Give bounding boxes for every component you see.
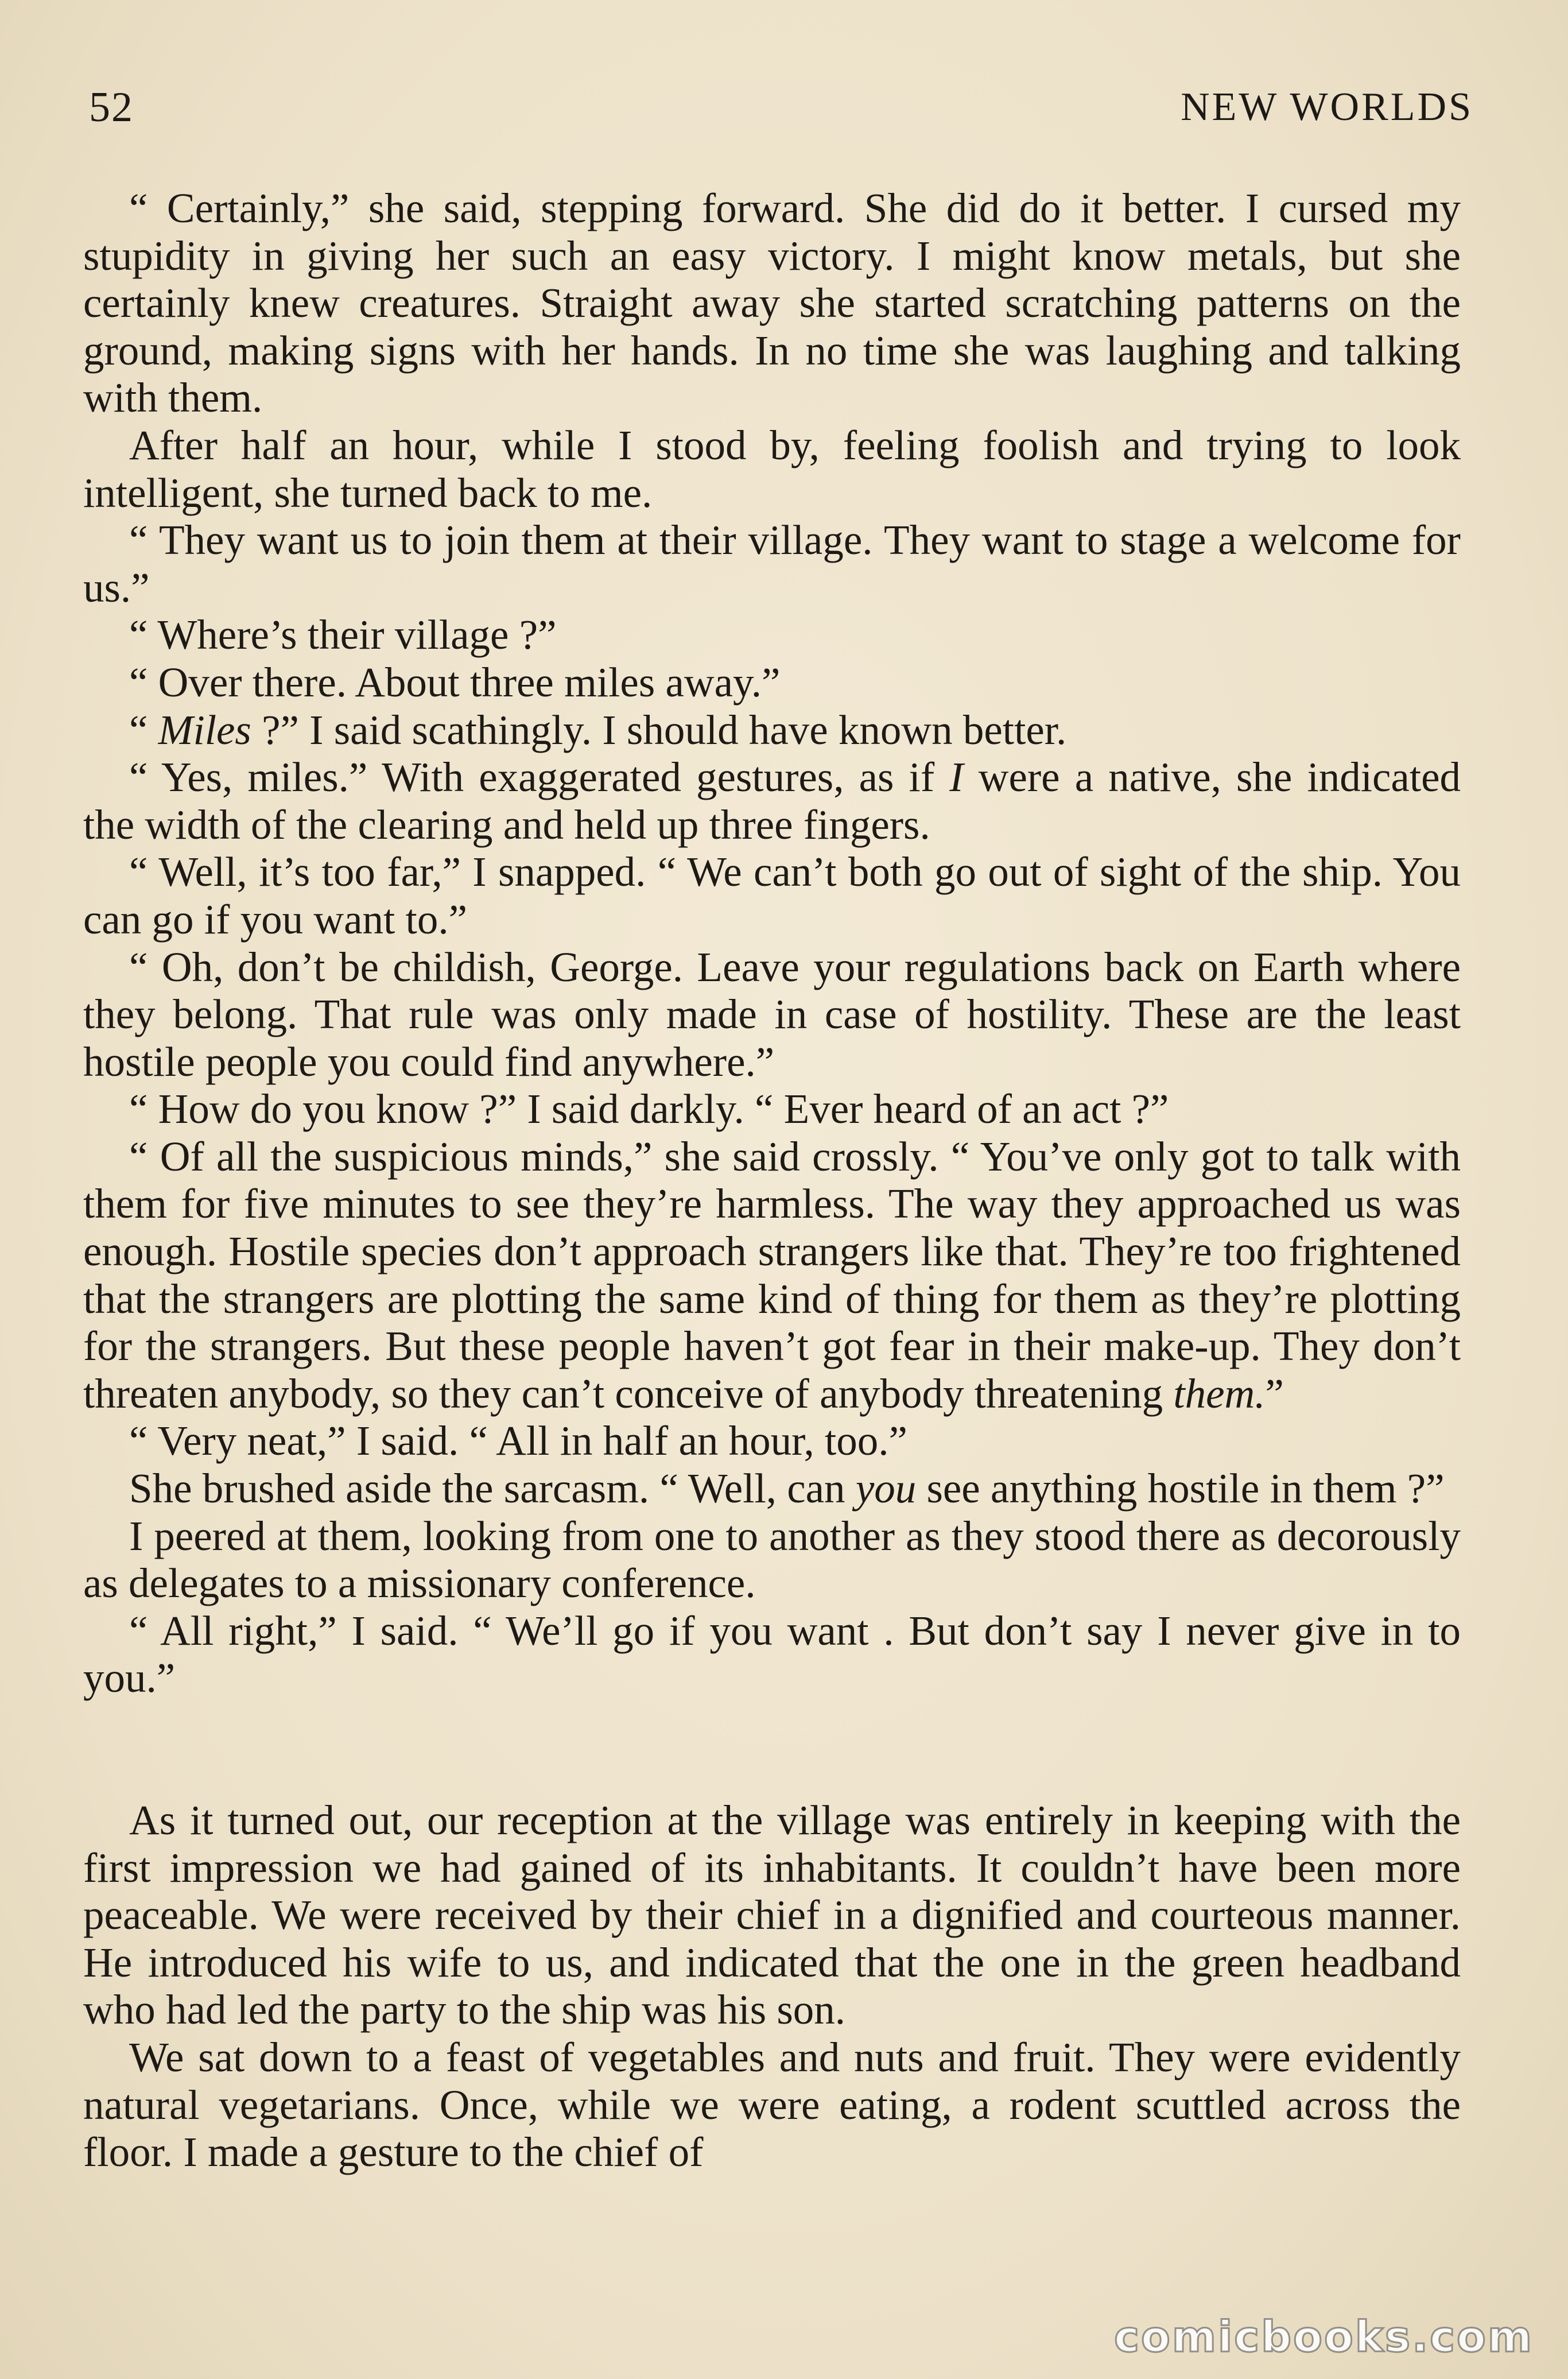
paragraph [83,659,1461,707]
text-run: “ They want us to join them at their village. They want to stage a welcome for us.” [83,517,1461,611]
text-run: She brushed aside the sarcasm. “ Well, can [129,1465,856,1512]
section-break [83,1702,1461,1797]
paragraph [83,1513,1461,1607]
italic-run: Miles [158,706,251,753]
text-run: “ [129,706,158,753]
text-run: were a native, she indicated the width of the clearing and held up three fingers. [83,754,1461,848]
text-run: ?” I said scathingly. I should have known better. [251,706,1067,753]
watermark-logo: comicbooks.com [1114,2312,1534,2362]
paragraph [83,611,1461,659]
text-run: “ Of all the suspicious minds,” she said crossly. “ You’ve only got to talk with them for five minutes to see they’re harmless. The way they approached us was enough. Hostile species don’t approach strangers like that. They’re too frightened that the strangers are plotting the same kind of thing for them as they’re plotting for the strangers. But these people haven’t got fear in their make-up. They don’t threaten anybody, so they can’t conceive of anybody threatening [83,1133,1461,1417]
running-head: NEW WORLDS [1181,85,1473,129]
paragraph [83,1465,1461,1513]
text-run: We sat down to a feast of vegetables and nuts and fruit. They were evidently natural vegetarians. Once, while we were eating, a rodent scuttled across the floor. I made a gesture to the chief of [83,2033,1461,2176]
paragraph [83,1417,1461,1465]
text-run: I peered at them, looking from one to another as they stood there as decorously as delegates to a missionary conference. [83,1512,1461,1607]
text-run: After half an hour, while I stood by, feeling foolish and trying to look intelligent, she turned back to me. [83,421,1461,516]
paragraph [83,1133,1461,1418]
page-number: 52 [89,84,134,131]
paragraph [83,1607,1461,1702]
paragraph [83,2034,1461,2176]
text-run: “ How do you know ?” I said darkly. “ Ever heard of an act ?” [129,1086,1169,1133]
text-run: “ Oh, don’t be childish, George. Leave your regulations back on Earth where they belong. That rule was only made in case of hostility. These are the least hostile people you could find anywhere.” [83,943,1461,1085]
paragraph [83,185,1461,422]
paragraph [83,1797,1461,2034]
paragraph [83,517,1461,611]
text-run: “ Where’s their village ?” [129,611,557,658]
text-run: “ Yes, miles.” With exaggerated gestures, as if [129,754,950,801]
paragraph [83,754,1461,848]
text-run: see anything hostile in them ?” [916,1465,1445,1512]
text-run: ” [1265,1370,1284,1417]
paragraph [83,1086,1461,1133]
text-run: “ Over there. About three miles away.” [129,658,781,706]
text-run: “ Certainly,” she said, stepping forward. She did do it better. I cursed my stupidity in giving her such an easy victory. I might know metals, but she certainly knew creatures. Straight away she started scratching patterns on the ground, making signs with her hands. In no time she was laughing and talking with them. [83,185,1461,421]
italic-run: you [855,1465,917,1512]
paragraph [83,848,1461,943]
text-run: “ Very neat,” I said. “ All in half an hour, too.” [129,1417,907,1464]
italic-run: I [949,754,964,801]
paragraph [83,422,1461,517]
text-run: As it turned out, our reception at the village was entirely in keeping with the first impression we had gained of its inhabitants. It couldn’t have been more peaceable. We were received by their chief in a dignified and courteous manner. He introduced his wife to us, and indicated that the one in the green headband who had led the party to the ship was his son. [83,1797,1461,2033]
text-run: “ All right,” I said. “ We’ll go if you want . But don’t say I never give in to you.” [83,1607,1461,1702]
italic-run: them. [1173,1370,1266,1417]
text-run: “ Well, it’s too far,” I snapped. “ We can’t both go out of sight of the ship. You can go if you want to.” [83,848,1461,943]
body-text [83,185,1461,2176]
paragraph [83,707,1461,754]
paragraph [83,944,1461,1086]
